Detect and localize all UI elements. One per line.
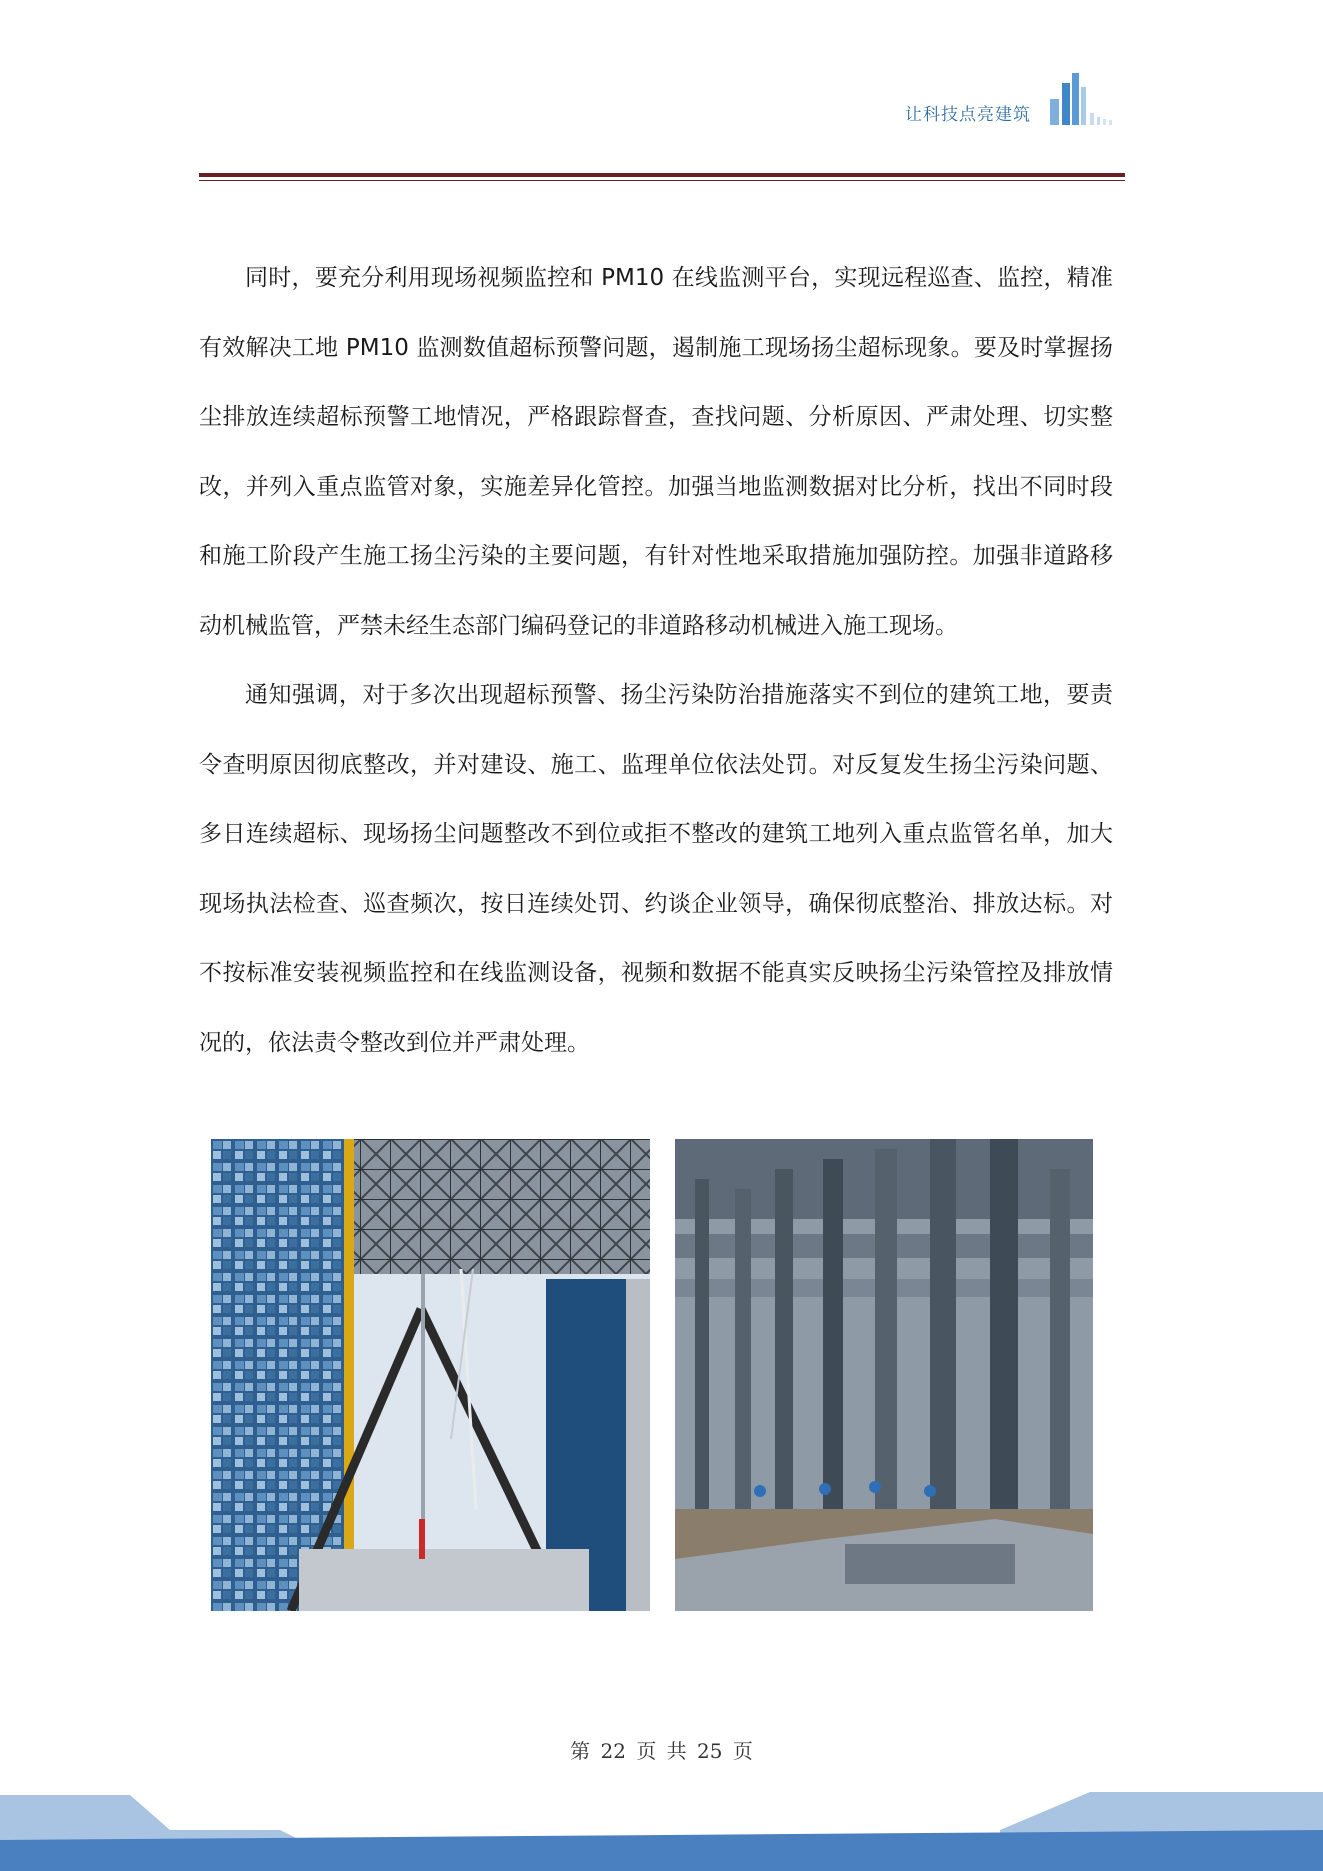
header-rule-thick <box>199 173 1125 177</box>
page-number: 第 22 页 共 25 页 <box>570 1739 753 1763</box>
header-brand: 让科技点亮建筑 <box>905 105 1031 125</box>
article-body <box>199 244 1113 1078</box>
construction-crane-photo <box>211 1139 650 1611</box>
header-rule-thin <box>199 180 1125 181</box>
footer-decoration <box>0 1780 1323 1871</box>
paragraph: 通知强调，对于多次出现超标预警、扬尘污染防治措施落实不到位的建筑工地，要责令查明原因彻底整改，并对建设、施工、监理单位依法处罚。对反复发生扬尘污染问题、多日连续超标、现场扬尘问题整改不到位或拒不整改的建筑工地列入重点监管名单，加大现场执法检查、巡查频次，按日连续处罚、约谈企业领导，确保彻底整治、排放达标。对不按标准安装视频监控和在线监测设备，视频和数据不能真实反映扬尘污染管控及排放情况的，依法责令整改到位并严肃处理。 <box>199 682 1113 1056</box>
building-logo-icon <box>1050 73 1120 125</box>
paragraph: 同时，要充分利用现场视频监控和 PM10 在线监测平台，实现远程巡查、监控，精准有效解决工地 PM10 监测数值超标预警问题，遏制施工现场扬尘超标现象。要及时掌握扬尘排放连续超标预警工地情况，严格跟踪督查，查找问题、分析原因、严肃处理、切实整改，并列入重点监管对象，实施差异化管控。加强当地监测数据对比分析，找出不同时段和施工阶段产生施工扬尘污染的主要问题，有针对性地采取措施加强防控。加强非道路移动机械监管，严禁未经生态部门编码登记的非道路移动机械进入施工现场。 <box>199 265 1113 639</box>
steel-structure-photo <box>675 1139 1093 1611</box>
